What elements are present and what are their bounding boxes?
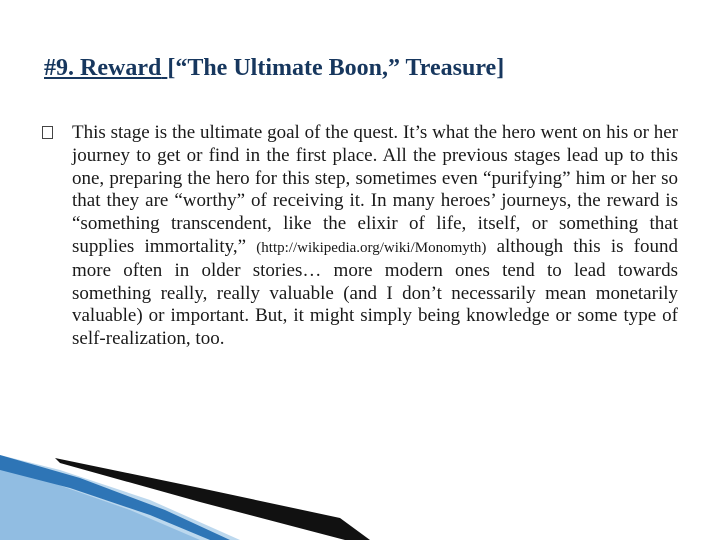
bullet-text [72, 122, 678, 351]
bullet-text-part2: although this is found more often in older stories… more modern ones tend to lead towards something really, really valuable (and I don’t necessarily mean monetarily valuable) or important. But, it might simply being knowledge or some type of self-realization, too. [72, 235, 679, 350]
hollow-square-bullet-icon [42, 126, 53, 139]
title-word: Reward [80, 55, 162, 81]
citation-url: (http://wikipedia.org/wiki/Monomyth) [256, 239, 487, 256]
title-number: #9. [44, 55, 74, 81]
title-subtitle: [“The Ultimate Boon,” Treasure] [167, 55, 505, 81]
bullet-text-part1: This stage is the ultimate goal of the quest. It’s what the hero went on his or her journey to get or find in the first place. All the previous stages lead up to this one, preparing the hero for this step, sometimes even “purifying” him or her so that they are “worthy” of receiving it. In many heroes’ journeys, the reward is “something transcendent, like the elixir of life, itself, or something that supplies immortality,” [72, 122, 678, 257]
bullet-item [42, 122, 682, 351]
slide-title [44, 52, 684, 84]
swoosh-mid-blue [0, 470, 200, 540]
